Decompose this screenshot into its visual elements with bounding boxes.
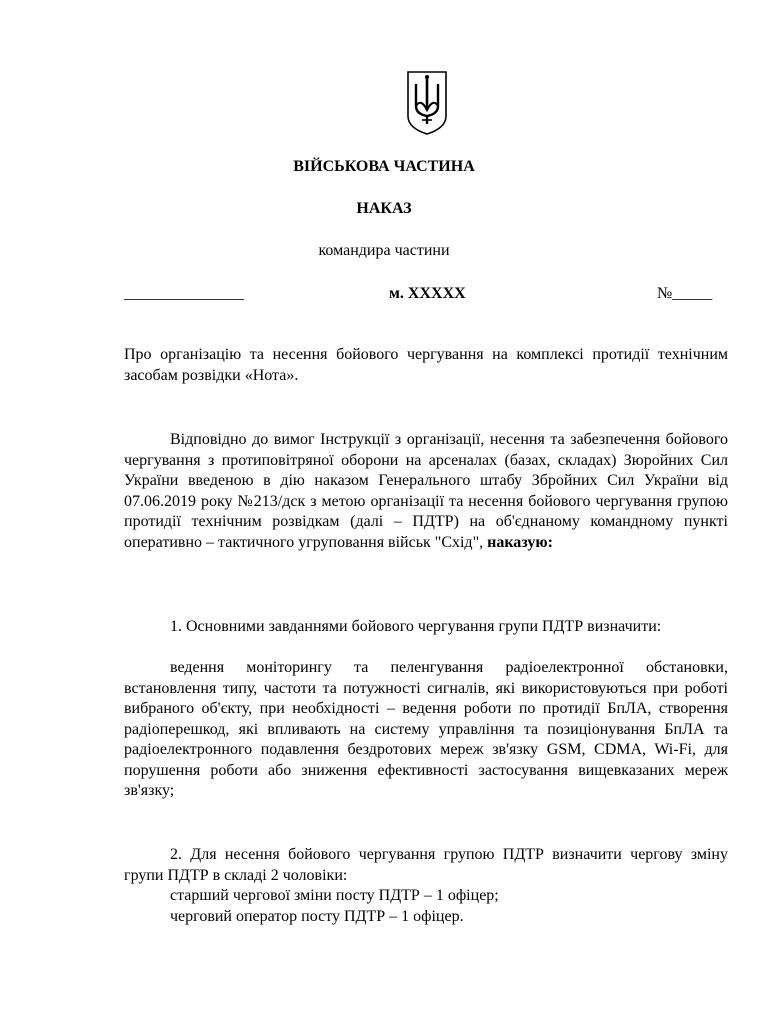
item-2-line: черговий оператор посту ПДТР – 1 офіцер.	[170, 908, 464, 925]
order-subtitle: командира частини	[318, 242, 450, 259]
order-subject: Про організацію та несення бойового чергування на комплексі протидії технічним засобам розвідки «Нота».	[124, 346, 728, 384]
item-1-body: ведення моніторингу та пеленгування радіоелектронної обстановки, встановлення типу, частоти та потужності сигналів, які використовуються при роботі вибраного об'єкту, при необхідності – ведення роботи по протидії БпЛА, створення радіоперешкод, які впливають на систему управління та позиціонування БпЛА та радіоелектронного подавлення бездротових мереж зв'язку GSM, CDMA, Wi-Fi, для порушення роботи або зниження ефективності застосування вищевказаних мереж зв'язку;	[124, 659, 728, 799]
preamble-text: Відповідно до вимог Інструкції з організації, несення та забезпечення бойового чергування з протиповітряної оборони на арсеналах (базах, складах) Зюройних Сил України введеною в дію наказом Генерального штабу Збройних Сил України від 07.06.2019 року №213/дск з метою організації та несення бойового чергування групою протидії технічним розвідкам (далі – ПДТР) на об'єднаному командному пункті оперативно – тактичного угруповання військ "Схід",	[124, 431, 728, 551]
city-label: м. XXXXX	[389, 285, 466, 302]
unit-title: ВІЙСЬКОВА ЧАСТИНА	[293, 158, 475, 175]
item-2-heading: 2. Для несення бойового чергування групою ПДТР визначити чергову зміну групи ПДТР в складі 2 чоловіки:	[124, 846, 728, 884]
trident-coat-of-arms-icon	[406, 70, 448, 136]
preamble-emphasis: наказую:	[487, 533, 553, 551]
order-number-blank: №_____	[657, 285, 713, 302]
date-blank: _______________	[124, 285, 244, 302]
preamble-paragraph	[124, 430, 728, 553]
item-1-heading: 1. Основними завданнями бойового чергування групи ПДТР визначити:	[170, 618, 662, 635]
item-2-line: старший чергової зміни посту ПДТР – 1 офіцер;	[170, 887, 499, 904]
order-title: НАКАЗ	[356, 200, 412, 217]
